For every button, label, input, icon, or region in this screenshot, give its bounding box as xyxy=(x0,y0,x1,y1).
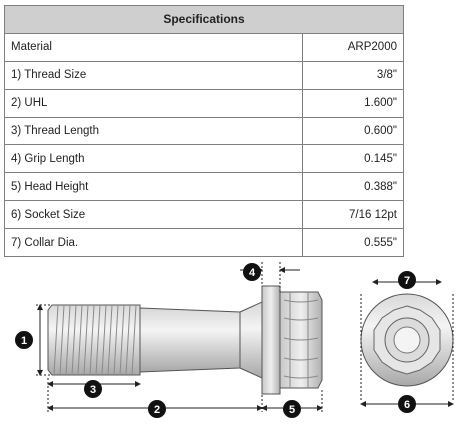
row-label: 1) Thread Size xyxy=(5,61,303,89)
callout-7 xyxy=(398,271,416,289)
row-label: 4) Grip Length xyxy=(5,145,303,173)
bolt-side-view xyxy=(48,286,322,394)
bolt-end-view xyxy=(361,294,453,386)
svg-text:3: 3 xyxy=(89,384,97,396)
svg-text:2: 2 xyxy=(153,404,161,416)
callout-6 xyxy=(398,395,416,413)
row-value: ARP2000 xyxy=(303,33,404,61)
svg-text:5: 5 xyxy=(288,404,296,416)
callout-2 xyxy=(148,400,166,418)
row-value: 0.145" xyxy=(303,145,404,173)
row-label: Material xyxy=(5,33,303,61)
row-label: 3) Thread Length xyxy=(5,117,303,145)
row-label: 5) Head Height xyxy=(5,173,303,201)
row-label: 2) UHL xyxy=(5,89,303,117)
row-value: 0.388" xyxy=(303,173,404,201)
row-value: 1.600" xyxy=(303,89,404,117)
row-label: 7) Collar Dia. xyxy=(5,229,303,257)
callout-5 xyxy=(283,400,301,418)
callout-4 xyxy=(243,263,261,281)
svg-text:7: 7 xyxy=(403,275,411,287)
svg-text:1: 1 xyxy=(20,335,28,347)
row-value: 0.555" xyxy=(303,229,404,257)
row-value: 0.600" xyxy=(303,117,404,145)
callout-3 xyxy=(84,380,102,398)
table-title: Specifications xyxy=(5,6,404,34)
svg-text:6: 6 xyxy=(403,399,411,411)
row-value: 3/8" xyxy=(303,61,404,89)
svg-text:4: 4 xyxy=(248,267,256,279)
callout-1 xyxy=(15,331,33,349)
row-value: 7/16 12pt xyxy=(303,201,404,229)
row-label: 6) Socket Size xyxy=(5,201,303,229)
